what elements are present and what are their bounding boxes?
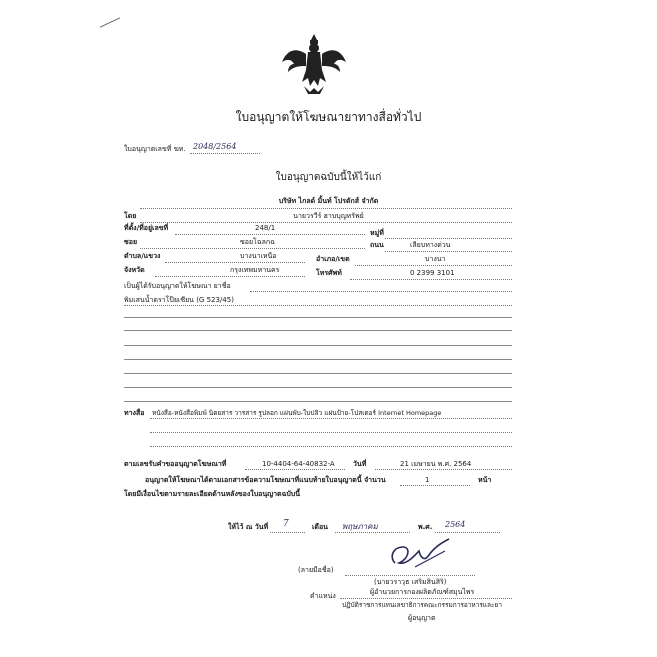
request-date-label: วันที่ xyxy=(353,460,367,468)
by-label: โดย xyxy=(124,212,137,220)
given-month: พฤษภาคม xyxy=(342,522,378,531)
sign-label: (ลายมือชื่อ) xyxy=(298,566,334,574)
given-year-label: พ.ศ. xyxy=(418,523,433,531)
subdistrict-value: บางนาเหนือ xyxy=(240,252,277,260)
given-year: 2564 xyxy=(445,520,466,529)
permit-line: เป็นผู้ได้รับอนุญาตให้โฆษณา ยาชื่อ xyxy=(124,282,231,290)
company-name: บริษัท ไกลด์ มิ้นท์ โปรดักส์ จำกัด xyxy=(278,197,379,205)
blank-line xyxy=(124,330,512,331)
district-value: บางนา xyxy=(425,255,446,263)
attachment-count: 1 xyxy=(425,476,430,484)
given-day: 7 xyxy=(283,519,289,529)
blank-line xyxy=(124,359,512,360)
blank-line xyxy=(124,401,512,402)
signatory-name: (นายวราวุธ เสริมสินสิริ) xyxy=(374,578,447,586)
given-month-label: เดือน xyxy=(312,523,328,531)
by-value: นายวรวีร์ ฮาบบุญทรัพย์ xyxy=(293,212,364,220)
address-no-label: ที่ตั้ง/ที่อยู่เลขที่ xyxy=(124,224,169,232)
garuda-emblem-icon xyxy=(280,32,348,96)
blank-line xyxy=(124,373,512,374)
moo-label: หมู่ที่ xyxy=(370,229,384,237)
address-no-value: 248/1 xyxy=(255,224,276,232)
province-value: กรุงเทพมหานคร xyxy=(230,266,280,274)
district-label: อำเภอ/เขต xyxy=(316,255,350,263)
position-label: ตำแหน่ง xyxy=(310,592,336,600)
handwritten-signature xyxy=(385,537,455,573)
conditions-text: โดยมีเงื่อนไขตามรายละเอียดด้านหลังของใบอนุญาตฉบับนี้ xyxy=(124,490,301,498)
request-value: 10-4404-64-40832-A xyxy=(262,460,335,468)
soi-value: ซอยโฉลกฉ xyxy=(240,238,275,246)
position-line-1: ผู้อำนวยการกองผลิตภัณฑ์สมุนไพร xyxy=(370,588,475,596)
request-date-value: 21 เมษายน พ.ศ. 2564 xyxy=(400,460,472,468)
subdistrict-label: ตำบล/แขวง xyxy=(124,252,161,260)
phone-value: 0 2399 3101 xyxy=(410,269,455,277)
province-label: จังหวัด xyxy=(124,266,145,274)
attachment-text: อนุญาตให้โฆษณาได้ตามเอกสารข้อความโฆษณาที่แนบท้ายใบอนุญาตนี้ จำนวน xyxy=(145,476,386,484)
media-label: ทางสื่อ xyxy=(124,409,145,417)
license-no-label: ใบอนุญาตเลขที่ ฆท. xyxy=(124,145,186,153)
media-value: หนังสือ-หนังสือพิมพ์ นิตยสาร วารสาร รูปลอก แผ่นพับ-ใบปลิว แผ่นป้าย-โปสเตอร์ Internet Homepage xyxy=(152,409,442,417)
issued-to-label: ใบอนุญาตฉบับนี้ให้ไว้แก่ xyxy=(275,172,382,183)
soi-label: ซอย xyxy=(124,238,138,246)
request-label: ตามเลขรับคำขออนุญาตโฆษณาที่ xyxy=(124,460,227,468)
blank-line xyxy=(124,317,512,318)
phone-label: โทรศัพท์ xyxy=(316,269,342,277)
blank-line xyxy=(124,345,512,346)
blank-line xyxy=(124,387,512,388)
pencil-mark xyxy=(100,17,120,27)
road-label: ถนน xyxy=(370,241,384,249)
document-title: ใบอนุญาตให้โฆษณายาทางสื่อทั่วไป xyxy=(235,110,422,124)
given-label: ให้ไว้ ณ วันที่ xyxy=(228,523,269,531)
drug-name: พิมเสนน้ำตราโป๊ยเซียน (G 523/45) xyxy=(124,296,234,304)
position-line-2: ปฏิบัติราชการแทนเลขาธิการคณะกรรมการอาหารและยา xyxy=(342,601,502,609)
road-value: เลียบทางด่วน xyxy=(410,241,451,249)
attachment-unit: หน้า xyxy=(478,476,492,484)
position-line-3: ผู้อนุญาต xyxy=(408,614,436,622)
license-no-value: 2048/2564 xyxy=(193,142,237,151)
